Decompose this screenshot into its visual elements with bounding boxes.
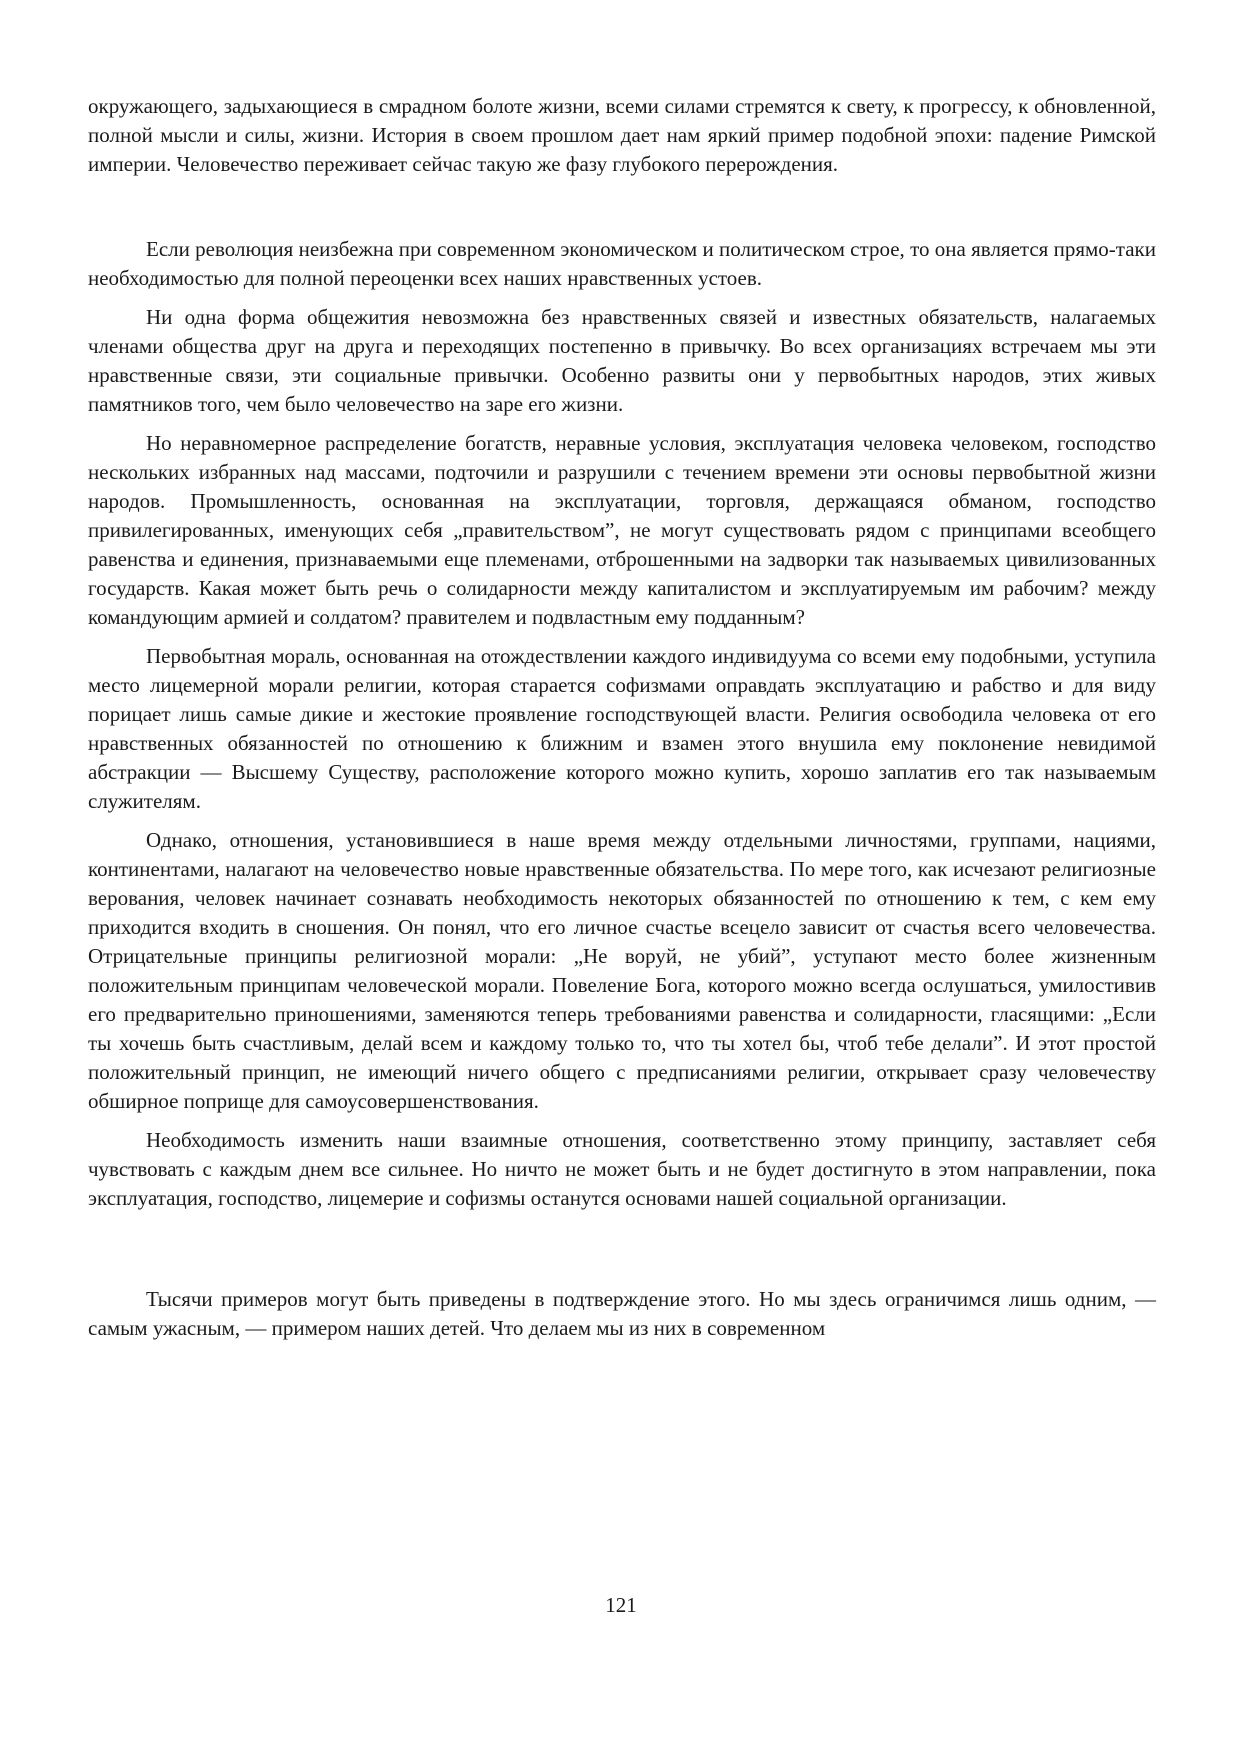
section-gap — [88, 1223, 1156, 1285]
page-body — [88, 92, 1156, 1353]
paragraph: Тысячи примеров могут быть приведены в подтверждение этого. Но мы здесь ограничимся лишь одним, — самым ужасным, — примером наших детей. Что делаем мы из них в современном — [88, 1287, 1156, 1340]
paragraph: Необходимость изменить наши взаимные отношения, соответственно этому принципу, заставляет себя чувствовать с каждым днем все сильнее. Но ничто не может быть и не будет достигнуто в этом направлении, пока эксплуатация, господство, лицемерие и софизмы останутся основами нашей социальной организации. — [88, 1128, 1156, 1210]
paragraph: Но неравномерное распределение богатств, неравные условия, эксплуатация человека человеком, господство нескольких избранных над массами, подточили и разрушили с течением времени эти основы первобытной жизни народов. Промышленность, основанная на эксплуатации, торговля, держащаяся обманом, господство привилегированных, именующих себя „правительством”, не могут существовать рядом с принципами всеобщего равенства и единения, признаваемыми еще племенами, отброшенными на задворки так называемых цивилизованных государств. Какая может быть речь о солидарности между капиталистом и эксплуатируемым им рабочим? между командующим армией и солдатом? правителем и подвластным ему подданным? — [88, 431, 1156, 629]
paragraph-continued: окружающего, задыхающиеся в смрадном болоте жизни, всеми силами стремятся к свету, к прогрессу, к обновленной, полной мысли и силы, жизни. История в своем прошлом дает нам яркий пример подобной эпохи: падение Римской империи. Человечество переживает сейчас такую же фазу глубокого перерождения. — [88, 94, 1156, 176]
section-gap — [88, 189, 1156, 235]
paragraph: Первобытная мораль, основанная на отождествлении каждого индивидуума со всеми ему подобными, уступила место лицемерной морали религии, которая старается софизмами оправдать эксплуатацию и рабство и для виду порицает лишь самые дикие и жестокие проявление господствующей власти. Религия освободила человека от его нравственных обязанностей по отношению к ближним и взамен этого внушила ему поклонение невидимой абстракции — Высшему Существу, расположение которого можно купить, хорошо заплатив его так называемым служителям. — [88, 644, 1156, 813]
paragraph: Однако, отношения, установившиеся в наше время между отдельными личностями, группами, нациями, континентами, налагают на человечество новые нравственные обязательства. По мере того, как исчезают религиозные верования, человек начинает сознавать необходимость некоторых обязанностей по отношению к тем, с кем ему приходится входить в сношения. Он понял, что его личное счастье всецело зависит от счастья всего человечества. Отрицательные принципы религиозной морали: „Не воруй, не убий”, уступают место более жизненным положительным принципам человеческой морали. Повеление Бога, которого можно всегда ослушаться, умилостивив его предварительно приношениями, заменяются теперь требованиями равенства и солидарности, гласящими: „Если ты хочешь быть счастливым, делай всем и каждому только то, что ты хотел бы, чтоб тебе делали”. И этот простой положительный принцип, не имеющий ничего общего с предписаниями религии, открывает сразу человечеству обширное поприще для самоусовершенствования. — [88, 828, 1156, 1113]
paragraph: Если революция неизбежна при современном экономическом и политическом строе, то она является прямо-таки необходимостью для полной переоценки всех наших нравственных устоев. — [88, 237, 1156, 290]
page-number: 121 — [605, 1593, 637, 1617]
paragraph: Ни одна форма общежития невозможна без нравственных связей и известных обязательств, налагаемых членами общества друг на друга и переходящих постепенно в привычку. Во всех организациях встречаем мы эти нравственные связи, эти социальные привычки. Особенно развиты они у первобытных народов, этих живых памятников того, чем было человечество на заре его жизни. — [88, 305, 1156, 416]
